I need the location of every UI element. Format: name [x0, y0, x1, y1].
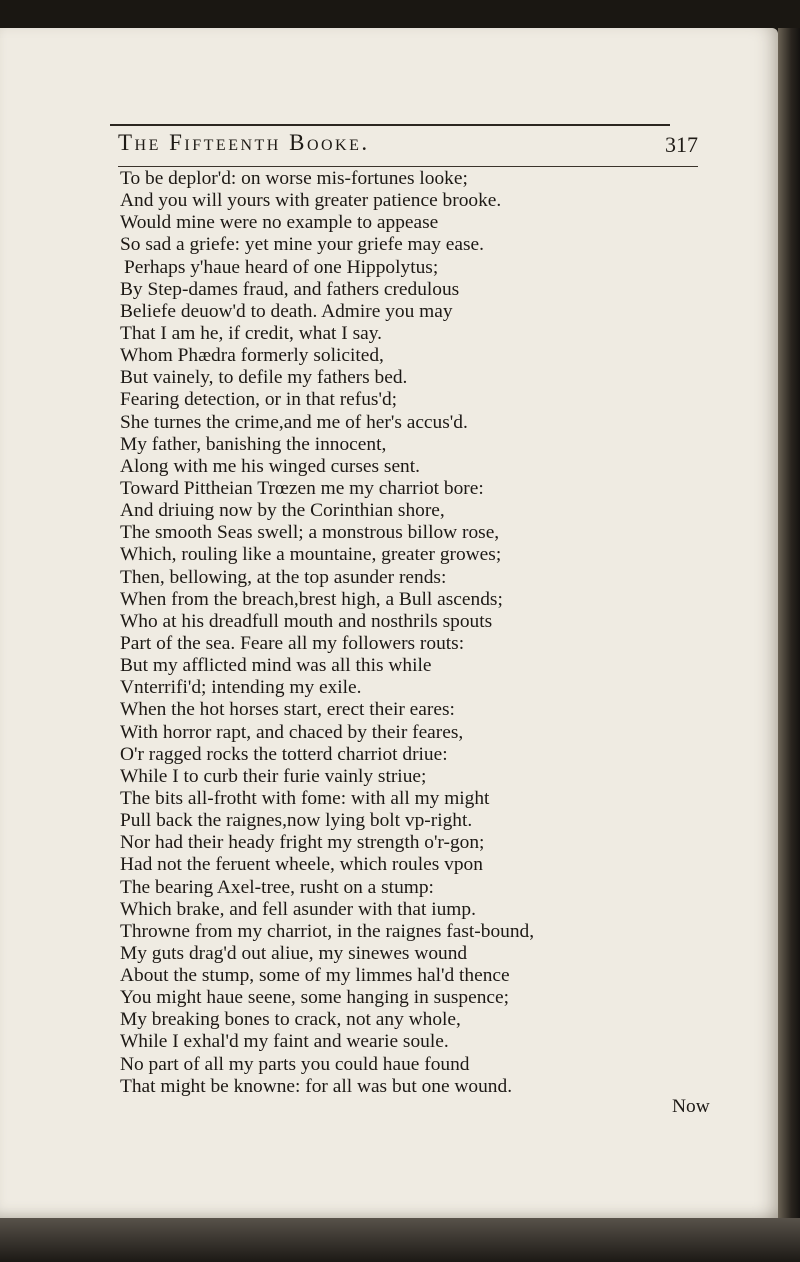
- verse-line: Pull back the raignes,now lying bolt vp-right.: [120, 810, 473, 832]
- page-number: 317: [665, 132, 698, 157]
- verse-line: No part of all my parts you could haue found: [120, 1053, 470, 1075]
- verse-line: The bits all-frotht with fome: with all my might: [120, 787, 490, 809]
- verse-line: Beliefe deuow'd to death. Admire you may: [120, 300, 453, 322]
- verse-line: Perhaps y'haue heard of one Hippolytus;: [124, 256, 439, 278]
- verse-line: And driuing now by the Corinthian shore,: [120, 500, 445, 522]
- verse-line: Would mine were no example to appease: [120, 212, 439, 234]
- verse-line: She turnes the crime,and me of her's accus'd.: [120, 411, 468, 433]
- verse-line: Fearing detection, or in that refus'd;: [120, 389, 398, 411]
- verse-line: Which brake, and fell asunder with that iump.: [120, 898, 476, 920]
- page-bottom-shadow: [0, 1218, 800, 1262]
- verse-line: That I am he, if credit, what I say.: [120, 322, 383, 344]
- verse-line: O'r ragged rocks the totterd charriot driue:: [120, 743, 448, 765]
- header-rule: [118, 166, 698, 167]
- verse-line: But vainely, to defile my fathers bed.: [120, 367, 408, 389]
- verse-line: So sad a griefe: yet mine your griefe may ease.: [120, 234, 484, 256]
- verse-line: You might haue seene, some hanging in suspence;: [120, 987, 510, 1009]
- verse-line: The smooth Seas swell; a monstrous billow rose,: [120, 522, 500, 544]
- verse-line: When the hot horses start, erect their eares:: [120, 699, 455, 721]
- verse-line: Toward Pittheian Trœzen me my charriot bore:: [120, 477, 484, 499]
- verse-line: About the stump, some of my limmes hal'd thence: [120, 965, 510, 987]
- verse-line: My breaking bones to crack, not any whole,: [120, 1009, 461, 1031]
- verse-line: Part of the sea. Feare all my followers routs:: [120, 632, 465, 654]
- verse-line: By Step-dames fraud, and fathers credulous: [120, 278, 460, 300]
- verse-line: Along with me his winged curses sent.: [120, 455, 420, 477]
- running-header: [118, 130, 698, 164]
- verse-line: The bearing Axel-tree, rusht on a stump:: [120, 876, 434, 898]
- verse-line: Had not the feruent wheele, which roules vpon: [120, 854, 483, 876]
- top-rule: [110, 124, 670, 126]
- verse-line: Whom Phædra formerly solicited,: [120, 345, 384, 367]
- running-title: The Fifteenth Booke.: [118, 130, 370, 155]
- verse-line: Vnterrifi'd; intending my exile.: [120, 677, 362, 699]
- verse-line: Which, rouling like a mountaine, greater growes;: [120, 544, 502, 566]
- verse-line: My guts drag'd out aliue, my sinewes wound: [120, 942, 468, 964]
- verse-line: While I to curb their furie vainly striue;: [120, 765, 427, 787]
- verse-line: My father, banishing the innocent,: [120, 433, 387, 455]
- catchword: Now: [672, 1096, 710, 1117]
- verse-line: When from the breach,brest high, a Bull ascends;: [120, 588, 503, 610]
- verse-line: Who at his dreadfull mouth and nosthrils spouts: [120, 610, 493, 632]
- verse-text: [120, 168, 740, 1098]
- verse-line: And you will yours with greater patience brooke.: [120, 190, 502, 212]
- verse-line: Then, bellowing, at the top asunder rends:: [120, 566, 447, 588]
- verse-line: With horror rapt, and chaced by their feares,: [120, 721, 464, 743]
- verse-line: While I exhal'd my faint and wearie soule.: [120, 1031, 449, 1053]
- verse-line: Throwne from my charriot, in the raignes fast-bound,: [120, 920, 535, 942]
- page-edge-shadow: [778, 28, 800, 1262]
- verse-line: Nor had their heady fright my strength o'r-gon;: [120, 832, 485, 854]
- verse-line: That might be knowne: for all was but one wound.: [120, 1075, 513, 1097]
- verse-line: But my afflicted mind was all this while: [120, 655, 432, 677]
- verse-line: To be deplor'd: on worse mis-fortunes looke;: [120, 168, 468, 189]
